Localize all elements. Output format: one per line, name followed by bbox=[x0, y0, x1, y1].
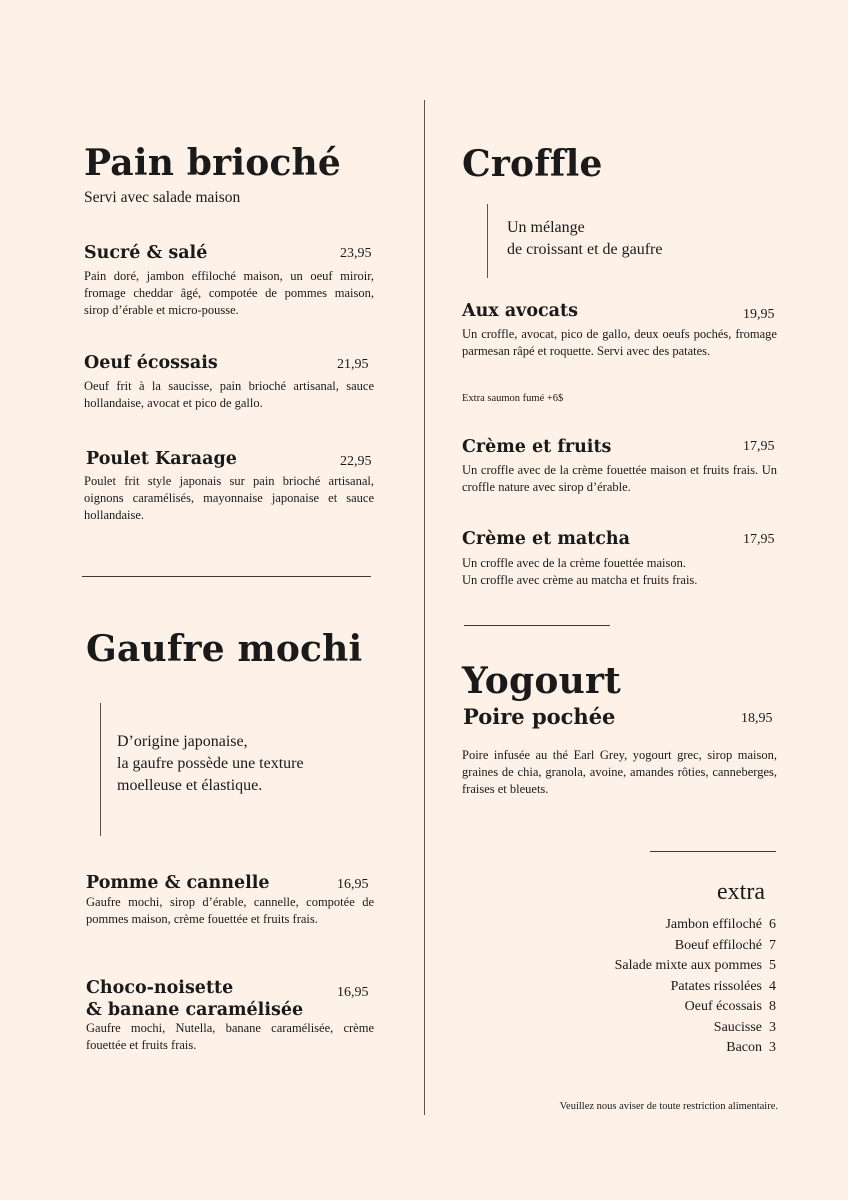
item-name-line: Choco-noisette bbox=[86, 978, 234, 998]
item-description: Gaufre mochi, sirop d’érable, cannelle, compotée de pommes maison, crème fouettée et fruits frais. bbox=[86, 895, 374, 926]
item-description-line: Un croffle avec crème au matcha et fruits frais. bbox=[462, 573, 698, 587]
quote-line: la gaufre possède une texture bbox=[117, 755, 304, 772]
item-price: 18,95 bbox=[741, 711, 773, 726]
extra-item-name: Boeuf effiloché bbox=[674, 937, 762, 953]
extra-item-name: Patates rissolées bbox=[670, 978, 762, 994]
item-name-pomme-cannelle: Pomme & cannelle bbox=[86, 873, 270, 893]
extra-item-name: Oeuf écossais bbox=[684, 999, 762, 1014]
extra-item-name: Saucisse bbox=[713, 1019, 762, 1035]
extra-item-price: 7 bbox=[769, 937, 776, 953]
section-title-pain-brioche: Pain brioché bbox=[84, 142, 342, 184]
item-description: Gaufre mochi, Nutella, banane caramélisée, crème fouettée et fruits frais. bbox=[86, 1021, 374, 1052]
footer-note: Veuillez nous aviser de toute restriction alimentaire. bbox=[559, 1101, 778, 1112]
item-name-choco-noisette bbox=[86, 977, 303, 1021]
item-description: Pain doré, jambon effiloché maison, un oeuf miroir, fromage cheddar âgé, compotée de pommes maison, sirop d’érable et micro-pousse. bbox=[84, 269, 374, 317]
item-price: 21,95 bbox=[337, 357, 369, 372]
item-price: 19,95 bbox=[743, 307, 775, 322]
quote-line: moelleuse et élastique. bbox=[117, 777, 263, 794]
extra-item-price: 3 bbox=[769, 1019, 776, 1035]
extra-item-price: 5 bbox=[769, 958, 776, 973]
quote-bar bbox=[100, 703, 101, 836]
item-price: 17,95 bbox=[743, 439, 775, 454]
item-price: 16,95 bbox=[337, 985, 369, 1000]
extra-item bbox=[476, 1040, 776, 1061]
divider-rule bbox=[650, 851, 776, 852]
item-price: 17,95 bbox=[743, 532, 775, 547]
item-name-poire-pochee: Poire pochée bbox=[463, 704, 616, 729]
section-title-gaufre-mochi: Gaufre mochi bbox=[86, 628, 363, 670]
item-description: Un croffle, avocat, pico de gallo, deux oeufs pochés, fromage parmesan râpé et roquette. Servi avec des patates. bbox=[462, 327, 777, 358]
column-divider bbox=[424, 100, 425, 1115]
section-quote bbox=[507, 217, 662, 261]
extra-item-name: Jambon effiloché bbox=[665, 917, 762, 932]
quote-bar bbox=[487, 204, 488, 278]
item-name-sucre-sale: Sucré & salé bbox=[84, 243, 208, 263]
extra-item bbox=[476, 917, 776, 938]
item-name-creme-fruits: Crème et fruits bbox=[462, 437, 612, 457]
extra-title: extra bbox=[717, 879, 765, 905]
item-description-line: Un croffle avec de la crème fouettée maison. bbox=[462, 556, 686, 570]
divider-rule bbox=[82, 576, 371, 577]
item-description: Poulet frit style japonais sur pain brioché artisanal, oignons caramélisés, mayonnaise japonaise et sauce hollandaise. bbox=[84, 474, 374, 522]
extra-item-price: 3 bbox=[769, 1040, 776, 1055]
item-price: 23,95 bbox=[340, 246, 372, 261]
quote-line: de croissant et de gaufre bbox=[507, 241, 663, 258]
quote-line: Un mélange bbox=[507, 219, 585, 236]
quote-line: D’origine japonaise, bbox=[117, 733, 248, 750]
extra-list bbox=[476, 917, 776, 1061]
item-price: 16,95 bbox=[337, 877, 369, 892]
item-description: Un croffle avec de la crème fouettée maison et fruits frais. Un croffle nature avec sirop d’érable. bbox=[462, 463, 777, 494]
extra-item bbox=[476, 938, 776, 959]
item-name-aux-avocats: Aux avocats bbox=[462, 301, 578, 321]
extra-item bbox=[476, 1020, 776, 1041]
extra-item-name: Bacon bbox=[726, 1040, 762, 1055]
extra-item-price: 8 bbox=[769, 999, 776, 1014]
item-name-poulet-karaage: Poulet Karaage bbox=[86, 449, 237, 469]
item-price: 22,95 bbox=[340, 454, 372, 469]
extra-item bbox=[476, 979, 776, 1000]
section-quote bbox=[117, 731, 304, 797]
item-description: Oeuf frit à la saucisse, pain brioché artisanal, sauce hollandaise, avocat et pico de gallo. bbox=[84, 379, 374, 410]
extra-item bbox=[476, 999, 776, 1020]
extra-item-price: 4 bbox=[769, 978, 776, 994]
extra-item-price: 6 bbox=[769, 917, 776, 932]
section-subtitle: Servi avec salade maison bbox=[84, 189, 241, 206]
item-description: Poire infusée au thé Earl Grey, yogourt grec, sirop maison, graines de chia, granola, avoine, amandes rôties, canneberges, fraises et bleuets. bbox=[462, 748, 777, 796]
item-name-line: & banane caramélisée bbox=[86, 1000, 304, 1020]
extra-item bbox=[476, 958, 776, 979]
item-name-oeuf-ecossais: Oeuf écossais bbox=[84, 353, 218, 373]
item-description bbox=[462, 555, 777, 589]
section-title-croffle: Croffle bbox=[462, 143, 603, 185]
section-title-yogourt: Yogourt bbox=[462, 660, 621, 702]
divider-rule bbox=[464, 625, 610, 626]
item-extra-note: Extra saumon fumé +6$ bbox=[462, 393, 564, 404]
extra-item-name: Salade mixte aux pommes bbox=[614, 958, 762, 973]
item-name-creme-matcha: Crème et matcha bbox=[462, 529, 630, 549]
